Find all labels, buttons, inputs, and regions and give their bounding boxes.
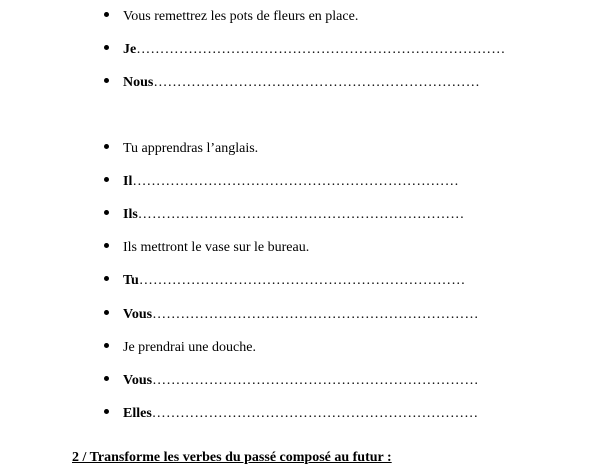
sentence-text: Tu apprendras l’anglais. [123, 141, 259, 156]
sentence-text: Ils mettront le vase sur le bureau. [123, 240, 310, 255]
blank-line [104, 272, 465, 290]
blank-line [104, 306, 479, 324]
sentence-line [104, 140, 258, 158]
answer-blank: …………………………………………………………… [152, 307, 479, 322]
pronoun-label: Je [123, 42, 137, 57]
bullet-icon [104, 144, 109, 149]
section-heading: 2 / Transforme les verbes du passé composé au futur : [72, 450, 392, 465]
answer-blank: …………………………………………………………… [132, 174, 459, 189]
sentence-text: Vous remettrez les pots de fleurs en place. [123, 9, 359, 24]
answer-blank: …………………………………………………………… [137, 207, 465, 222]
blank-line [104, 206, 464, 224]
pronoun-label: Ils [123, 207, 138, 222]
sentence-line [104, 239, 309, 257]
bullet-icon [104, 210, 109, 215]
pronoun-label: Vous [123, 373, 153, 388]
sentence-line [104, 339, 256, 357]
bullet-icon [104, 276, 109, 281]
bullet-icon [104, 78, 109, 83]
pronoun-label: Tu [123, 273, 139, 288]
answer-blank: …………………………………………………………… [152, 373, 479, 388]
answer-blank: …………………………………………………………… [138, 273, 466, 288]
blank-line [104, 41, 505, 59]
blank-line [104, 173, 459, 191]
pronoun-label: Nous [123, 75, 154, 90]
answer-blank: …………………………………………………………… [151, 406, 479, 421]
bullet-icon [104, 243, 109, 248]
answer-blank: …………………………………………………………… [153, 75, 480, 90]
sentence-line [104, 8, 358, 26]
bullet-icon [104, 45, 109, 50]
pronoun-label: Il [123, 174, 133, 189]
pronoun-label: Vous [123, 307, 153, 322]
pronoun-label: Elles [123, 406, 152, 421]
bullet-icon [104, 177, 109, 182]
blank-line [104, 372, 479, 390]
answer-blank: …………………………………………………………………… [136, 42, 506, 57]
bullet-icon [104, 343, 109, 348]
bullet-icon [104, 12, 109, 17]
blank-line [104, 405, 478, 423]
bullet-icon [104, 310, 109, 315]
blank-line [104, 74, 480, 92]
bullet-icon [104, 376, 109, 381]
sentence-text: Je prendrai une douche. [123, 340, 256, 355]
bullet-icon [104, 409, 109, 414]
